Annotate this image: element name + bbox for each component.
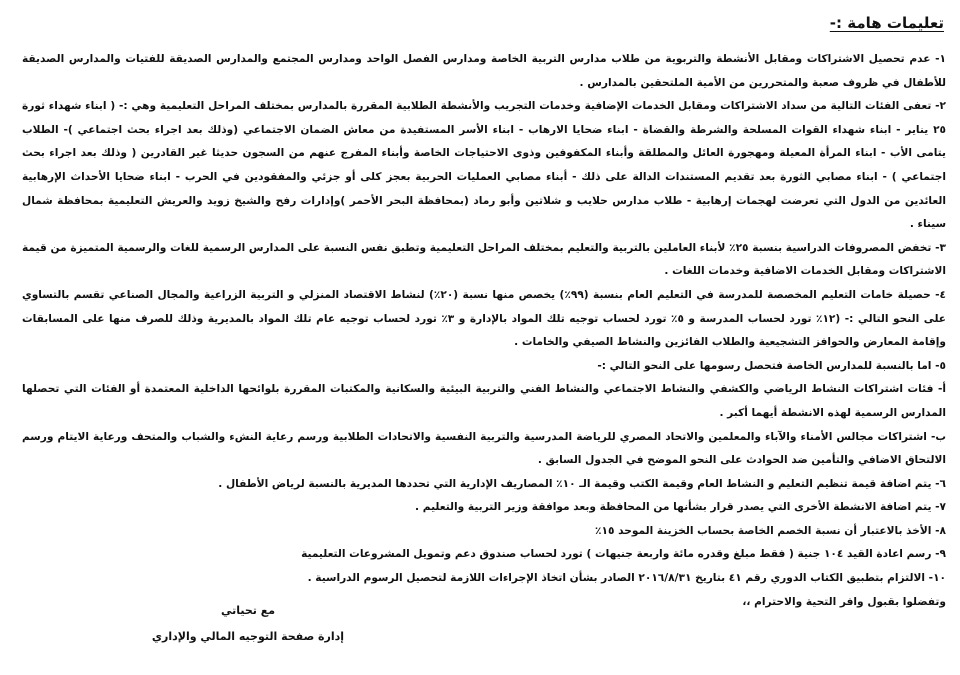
instruction-7: ٧- يتم اضافة الانشطة الأخرى التي يصدر قرار بشأنها من المحافظة وبعد موافقة وزير التربية والتعليم . bbox=[415, 501, 946, 514]
instruction-4: ٤- حصيلة خامات التعليم المخصصة للمدرسة في التعليم العام بنسبة (٩٩٪) يخصص منها نسبة (٢٠٪) لنشاط الاقتصاد المنزلي و التربية الزراعية والمجال الصناعي تقسم بالتساوي على النحو التالي :- (١٢٪ تورد لحساب المدرسة و ٥٪ تورد لحساب توجيه تلك المواد بالإدارة و ٣٪ تورد لحساب توجيه عام تلك المواد بالمديرية وذلك للصرف منها على المسابقات وإقامة المعارض والحوافز التشجيعية والطلاب الفائزين والنشاط الصيفي والخامات . bbox=[22, 288, 947, 349]
instruction-3: ٣- تخفض المصروفات الدراسية بنسبة ٢٥٪ لأبناء العاملين بالتربية والتعليم بمختلف المراحل التعليمية وتطبق نفس النسبة على المدارس الرسمية للغات والرسمية المتميزة من قيمة الاشتراكات ومقابل الخدمات الاضافية وخدمات اللغات . bbox=[22, 241, 946, 278]
signature-block bbox=[148, 598, 348, 650]
instruction-5: ٥- اما بالنسبة للمدارس الخاصة فتحصل رسومها على النحو التالي :- bbox=[597, 359, 946, 372]
closing-line: وتفضلوا بقبول وافر التحية والاحترام ،، bbox=[742, 595, 946, 608]
document-body bbox=[22, 48, 946, 614]
instruction-5b: ب- اشتراكات مجالس الأمناء والآباء والمعلمين والاتحاد المصري للرياضة المدرسية والتربية النفسية والاتحادات الطلابية ورسم رعاية النشء والشباب والمتحف ورعاية الايتام ورسم الالتحاق الاضافي والتأمين ضد الحوادث على النحو الموضح في الجدول السابق . bbox=[22, 430, 946, 467]
instruction-5a: أ- فئات اشتراكات النشاط الرياضي والكشفي والنشاط الاجتماعي والنشاط الفني والتربية البيئية والسكانية والمكتبات المقررة بلوائحها الداخلية المعتمدة أو الفئات التي تحصلها المدارس الرسمية لهذه الانشطة أيهما أكبر . bbox=[22, 383, 946, 419]
signature-department: إدارة صفحة التوجيه المالي والإداري bbox=[151, 630, 345, 643]
instruction-10: ١٠- الالتزام بتطبيق الكتاب الدوري رقم ٤١ بتاريخ ٢٠١٦/٨/٣١ الصادر بشأن اتخاذ الإجراءات اللازمة لتحصيل الرسوم الدراسية . bbox=[307, 572, 946, 585]
signature-greeting: مع تحياتي bbox=[220, 604, 276, 617]
instruction-8: ٨- الأخذ بالاعتبار أن نسبة الخصم الخاصة بحساب الخزينة الموحد ١٥٪ bbox=[595, 524, 946, 537]
document-title: تعليمات هامة :- bbox=[829, 14, 944, 32]
instruction-9: ٩- رسم اعادة القيد ١٠٤ جنية ( فقط مبلغ وقدره مائة واربعة جنيهات ) تورد لحساب صندوق دعم وتمويل المشروعات التعليمية bbox=[301, 548, 946, 561]
instruction-6: ٦- يتم اضافة قيمة تنظيم التعليم و النشاط العام وقيمة الكتب وقيمة الـ ١٠٪ المصاريف الإدارية التي تحددها المديرية بالنسبة لرياض الأطفال . bbox=[218, 477, 946, 490]
instruction-2: ٢- تعفى الفئات التالية من سداد الاشتراكات ومقابل الخدمات الإضافية وخدمات التجريب والأنشطة الطلابية المقررة بالمدارس بمختلف المراحل التعليمية وهي :- ( ابناء شهداء ثورة ٢٥ يناير - ابناء شهداء القوات المسلحة والشرطة والقضاة - ابناء ضحايا الارهاب - ابناء الأسر المستفيدة من معاش الضمان الاجتماعي (وذلك بعد اجراء بحث اجتماعي )- الطلاب يتامى الأب - ابناء المرأة المعيلة ومهجورة العائل والمطلقة وأبناء المكفوفين وذوى الاحتياجات الخاصة وأبناء المفرج عنهم من السجون حديثا غير القادرين ( وذلك بعد اجراء بحث اجتماعي ) - ابناء مصابي الثورة بعد تقديم المستندات الدالة على ذلك - أبناء مصابي العمليات الحربية بعجز كلى أو جزئي والمفقودين في الحرب - ابناء ضحايا الأحداث الإرهابية العائدين من الدول التي تعرضت لهجمات إرهابية - طلاب مدارس حلايب و شلاتين وأبو رماد (بمحافظة البحر الأحمر )وإدارات رفح والشيخ زويد والعريش التعليمية بمحافظة شمال سيناء . bbox=[22, 100, 946, 231]
instruction-1: ١- عدم تحصيل الاشتراكات ومقابل الأنشطة والتربوية من طلاب مدارس التربية الخاصة ومدارس الفصل الواحد ومدارس المجتمع والمدارس الصديقة للفتيات والمدارس الصديقة للأطفال في ظروف صعبة والمتحررين من الأمية الملتحقين بالمدارس . bbox=[22, 53, 946, 89]
